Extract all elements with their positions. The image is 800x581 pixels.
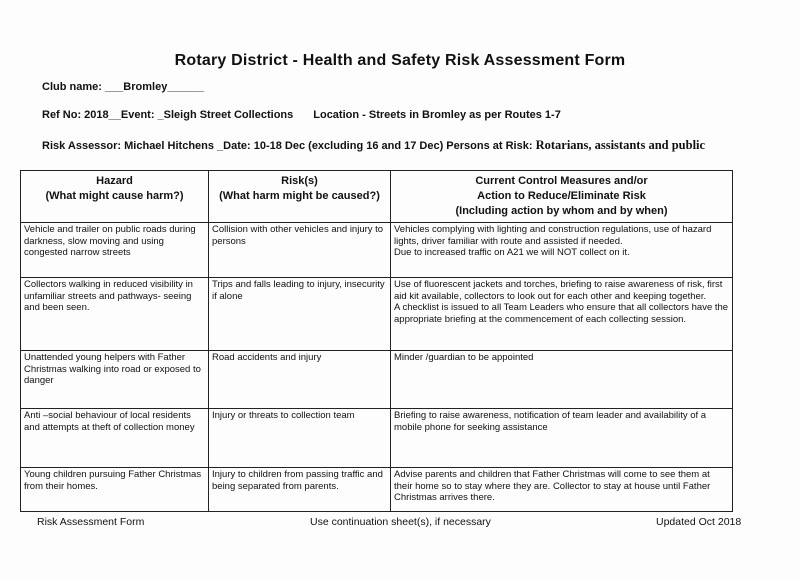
- control-cell: Briefing to raise awareness, notification of team leader and availability of a mobile phone for seeking assistance: [391, 409, 733, 468]
- control-cell: Use of fluorescent jackets and torches, briefing to raise awareness of risk, first aid kit available, collectors to look out for each other and keeping together. A checklist is issued to all Team Leaders who ensure that all collectors have the appropriate briefing at the commencement of each collecting session.: [391, 278, 733, 351]
- table-row: [21, 468, 733, 512]
- table-row: [21, 223, 733, 278]
- hazard-header: Hazard (What might cause harm?): [21, 171, 209, 223]
- hazard-cell: Anti –social behaviour of local residents and attempts at theft of collection money: [21, 409, 209, 468]
- footer-form-name: Risk Assessment Form: [37, 516, 145, 528]
- club-name-line: Club name: ___Bromley______: [42, 81, 205, 93]
- table-row: [21, 409, 733, 468]
- risk-cell: Injury or threats to collection team: [209, 409, 391, 468]
- hazard-cell: Young children pursuing Father Christmas from their homes.: [21, 468, 209, 512]
- risk-header: Risk(s) (What harm might be caused?): [209, 171, 391, 223]
- persons-at-risk-text: Rotarians, assistants and public: [535, 138, 706, 152]
- hazard-cell: Unattended young helpers with Father Christmas walking into road or exposed to danger: [21, 351, 209, 409]
- table-row: [21, 351, 733, 409]
- form-title: Rotary District - Health and Safety Risk Assessment Form: [174, 52, 626, 69]
- location-text: Location - Streets in Bromley as per Routes 1-7: [313, 109, 561, 121]
- risk-cell: Injury to children from passing traffic and being separated from parents.: [209, 468, 391, 512]
- ref-event-text: Ref No: 2018__Event: _Sleigh Street Collections: [42, 109, 294, 121]
- footer-continuation-note: Use continuation sheet(s), if necessary: [310, 516, 491, 528]
- table-row: [21, 278, 733, 351]
- assessor-line: [42, 138, 705, 153]
- table-header-row: [21, 171, 733, 223]
- risk-cell: Road accidents and injury: [209, 351, 391, 409]
- hazard-cell: Vehicle and trailer on public roads during darkness, slow moving and using congested narrow streets: [21, 223, 209, 278]
- ref-event-line: [42, 109, 561, 121]
- risk-cell: Collision with other vehicles and injury to persons: [209, 223, 391, 278]
- control-cell: Vehicles complying with lighting and construction regulations, use of hazard lights, driver familiar with route and assisted if needed. Due to increased traffic on A21 we will NOT collect on it.: [391, 223, 733, 278]
- control-header: Current Control Measures and/or Action to Reduce/Eliminate Risk (Including action by whom and by when): [391, 171, 733, 223]
- risk-cell: Trips and falls leading to injury, insecurity if alone: [209, 278, 391, 351]
- footer-updated-date: Updated Oct 2018: [656, 516, 742, 528]
- control-cell: Advise parents and children that Father Christmas will come to see them at their home so to stay where they are. Collector to stay at house until Father Christmas arrives there.: [391, 468, 733, 512]
- control-cell: Minder /guardian to be appointed: [391, 351, 733, 409]
- hazard-cell: Collectors walking in reduced visibility in unfamiliar streets and pathways- seeing and been seen.: [21, 278, 209, 351]
- risk-assessment-table: [20, 170, 733, 512]
- assessor-text: Risk Assessor: Michael Hitchens _Date: 10-18 Dec (excluding 16 and 17 Dec) Persons at Risk:: [42, 140, 536, 152]
